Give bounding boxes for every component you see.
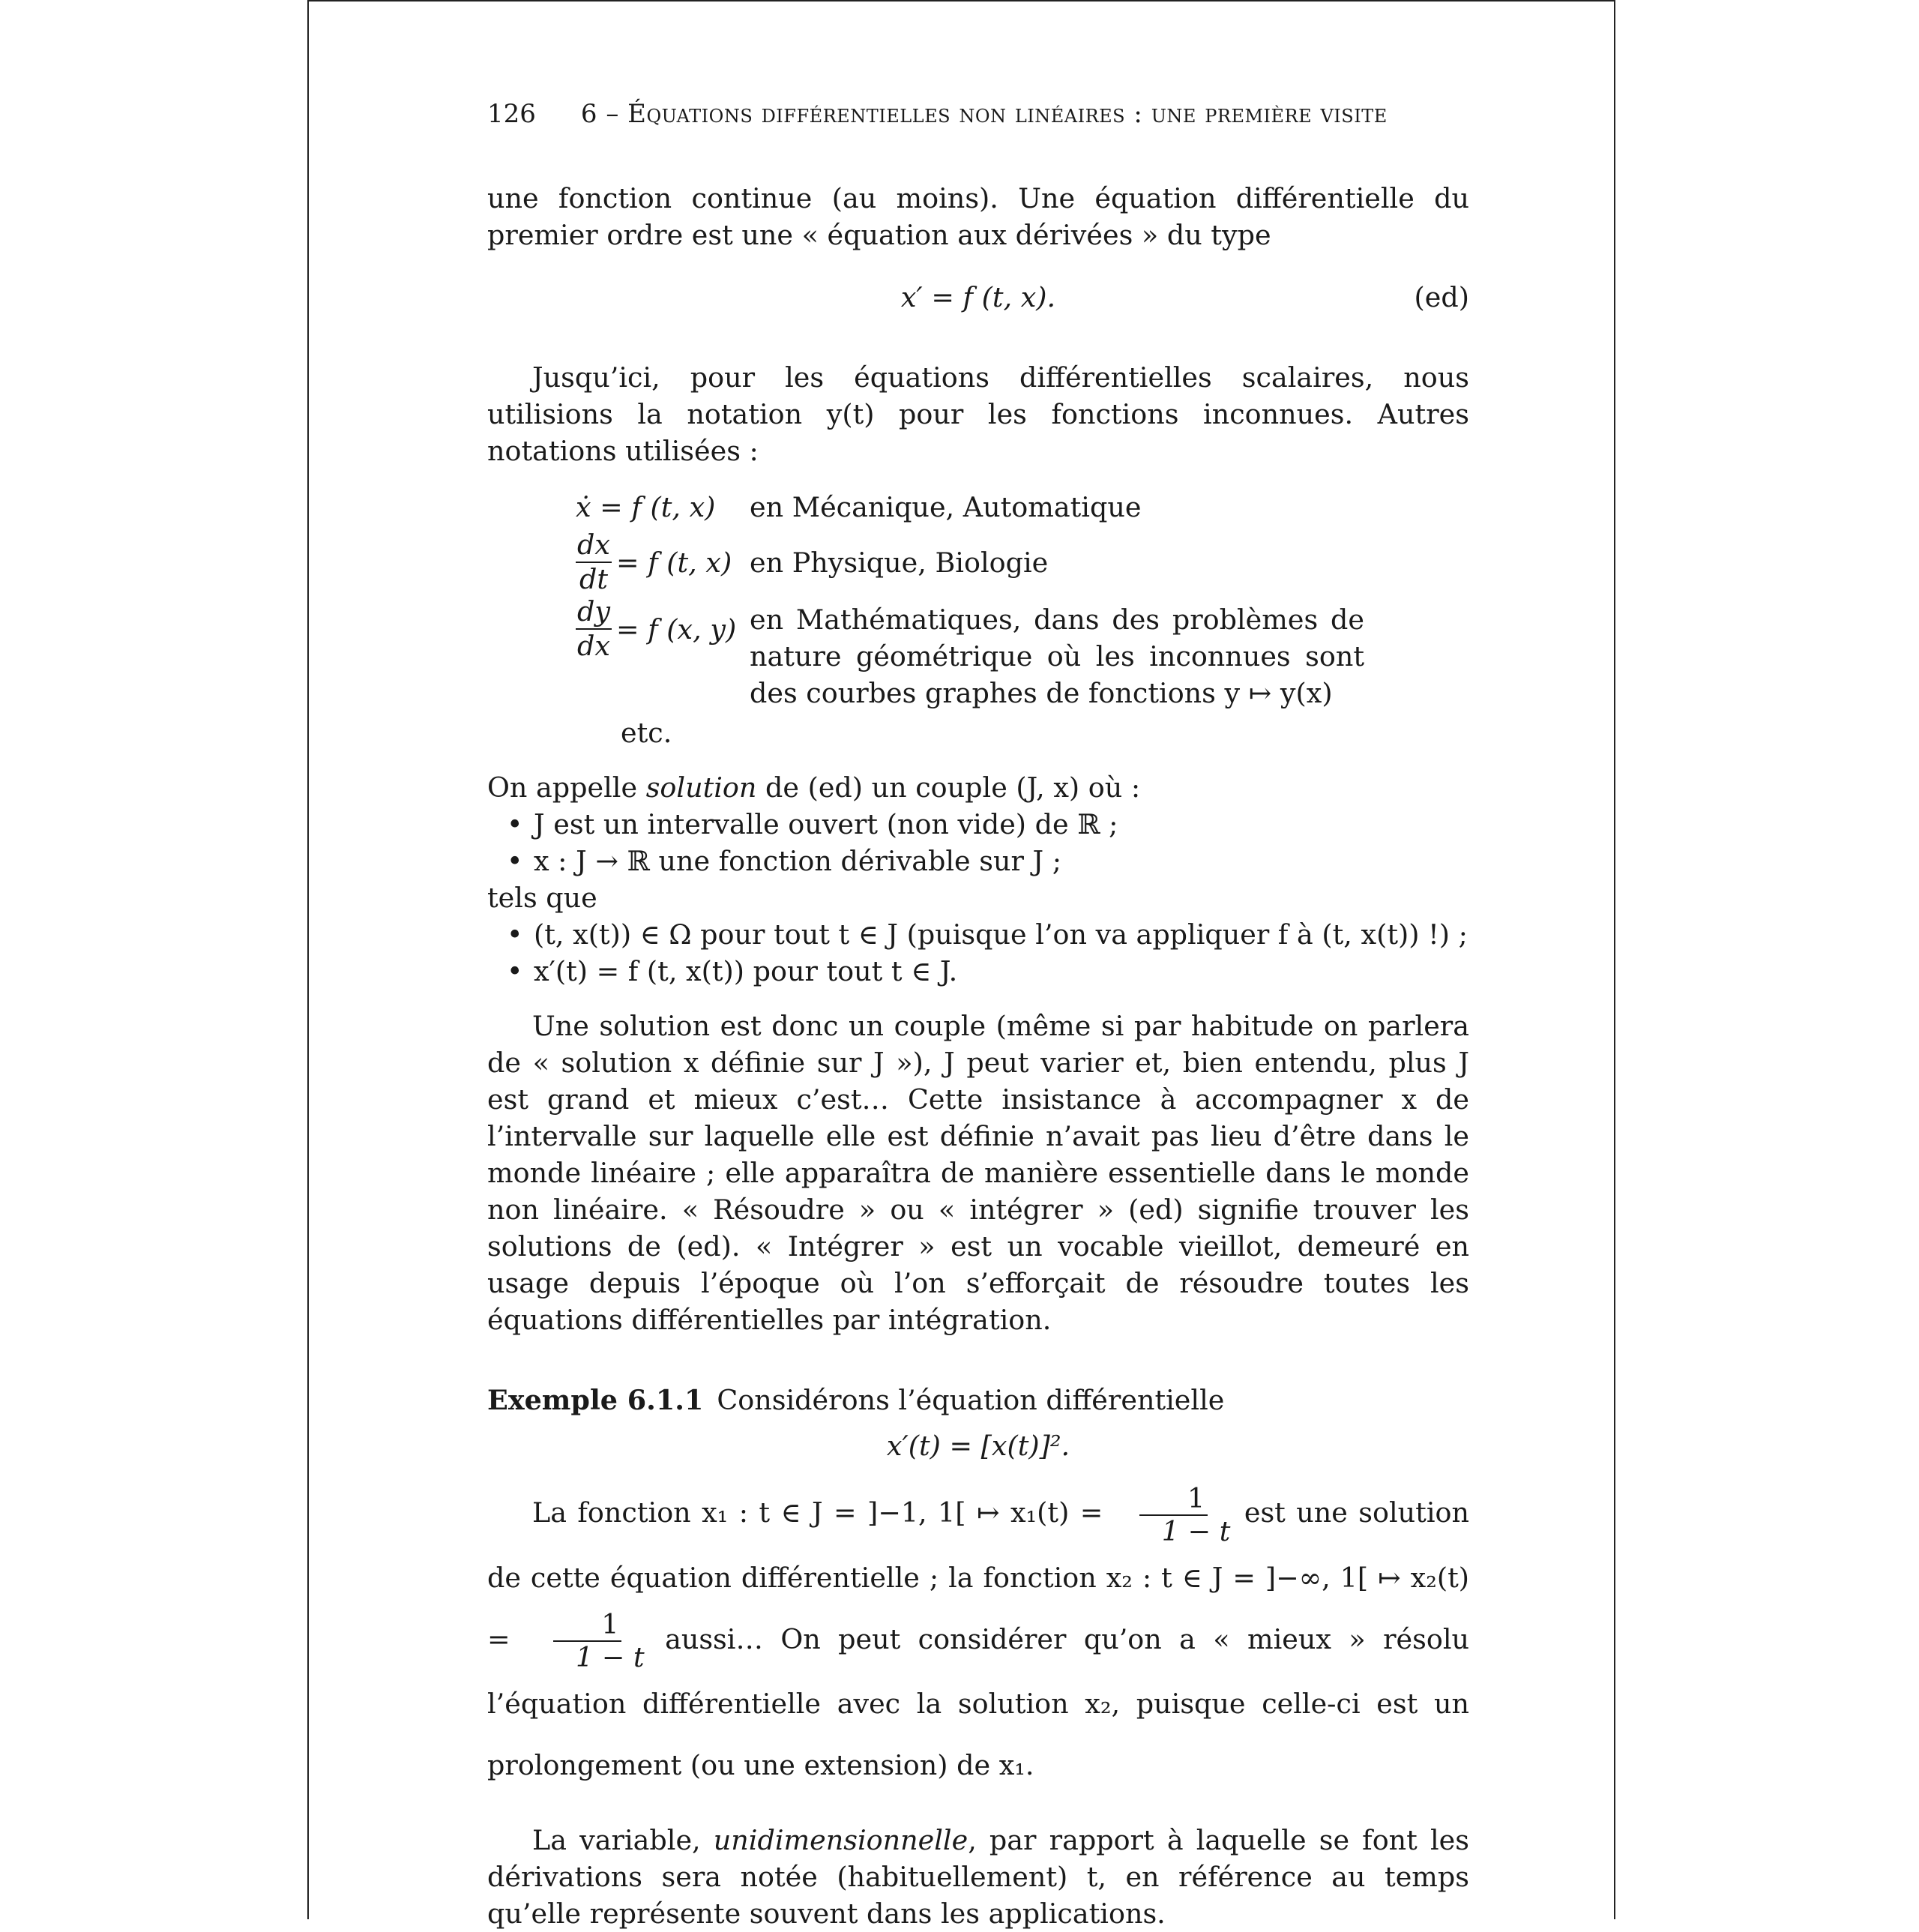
equation-ed-label: (ed) [1414, 281, 1469, 313]
fraction [531, 1609, 645, 1673]
notation-desc: en Physique, Biologie [750, 546, 1049, 579]
example-heading [487, 1382, 1469, 1418]
notation-row [576, 595, 1469, 711]
notation-desc: en Mécanique, Automatique [750, 490, 1142, 523]
equation-ed [487, 279, 1469, 316]
fraction [576, 595, 612, 663]
example-text: Considérons l’équation différentielle [717, 1384, 1225, 1416]
fraction-numerator: dy [576, 595, 612, 630]
notation-row [576, 526, 1469, 598]
fraction [576, 529, 612, 596]
list-item: • J est un intervalle ouvert (non vide) de ℝ ; [534, 806, 1469, 843]
term-unidimensionnelle: unidimensionnelle [713, 1824, 968, 1856]
page-number: 126 [487, 99, 536, 129]
fraction-numerator: 1 [1139, 1483, 1208, 1516]
notation-rest: = f (x, y) [616, 613, 737, 645]
equation-example [487, 1427, 1469, 1464]
notation-lhs: ẋ = f (t, x) [576, 490, 716, 523]
notation-desc: en Mathématiques, dans des problèmes de nature géométrique où les inconnues sont des courbes graphes de fonctions y ↦ y(x) [750, 604, 1364, 709]
equation-ed-formula: x′ = f (t, x). [900, 281, 1056, 313]
chapter-title: 6 – Équations différentielles non linéaires : une première visite [580, 99, 1388, 129]
paragraph-solution-def: On appelle solution de (ed) un couple (J, x) où : [487, 771, 1141, 804]
paragraph-intro: une fonction continue (au moins). Une équation différentielle du premier ordre est une « équation aux dérivées » du type [487, 182, 1469, 251]
paragraph-variable: La variable, unidimensionnelle, par rapport à laquelle se font les dérivations sera notée (habituellement) t, en référence au temps qu’elle représente souvent dans les applications. [487, 1824, 1469, 1930]
fraction-numerator: dx [576, 529, 612, 563]
notation-table [576, 487, 1469, 751]
example-label: Exemple 6.1.1 [487, 1384, 704, 1416]
paragraph-example: La fonction x₁ : t ∈ J = ]−1, 1[ ↦ x₁(t) = $\frac{1}{1 - t}$ est une solution de cette équation différentielle ; la fonction x₂ : t ∈ J = ]−∞, 1[ ↦ x₂(t) = $\frac{1}{1 - t}$ aussi… On peut considérer qu’on a « mieux » résolu l’équation différentielle avec la solution x₂, puisque celle-ci est un prolongement (ou une extension) de x₁. [487, 1481, 1470, 1781]
paragraph-solution-discussion: Une solution est donc un couple (même si par habitude on parlera de « solution x définie sur J »), J peut varier et, bien entendu, plus J est grand et mieux c’est… Cette insistance à accompagner x de l’intervalle sur laquelle elle est définie n’avait pas lieu d’être dans le monde linéaire ; elle apparaîtra de manière essentielle dans le monde non linéaire. « Résoudre » ou « intégrer » (ed) signifie trouver les solutions de (ed). « Intégrer » est un vocable vieillot, demeuré en usage depuis l’époque où l’on s’efforçait de résoudre toutes les équations différentielles par intégration. [487, 1010, 1469, 1336]
list-item: • x : J → ℝ une fonction dérivable sur J ; [534, 843, 1469, 879]
fraction-denominator: dx [577, 630, 610, 662]
bullet-list-1 [487, 806, 1469, 879]
equation-example-formula: x′(t) = [x(t)]². [886, 1430, 1070, 1462]
fraction-denominator: 1 − t [1161, 1514, 1231, 1547]
running-header [487, 97, 1469, 130]
fraction-numerator: 1 [553, 1609, 621, 1642]
term-solution: solution [645, 771, 757, 804]
notation-etc: etc. [621, 717, 672, 749]
fraction [1117, 1483, 1231, 1547]
list-item: • x′(t) = f (t, x(t)) pour tout t ∈ J. [534, 953, 1469, 990]
notation-rest: = f (t, x) [615, 546, 732, 579]
fraction-denominator: 1 − t [575, 1641, 645, 1673]
paragraph-notation: Jusqu’ici, pour les équations différentielles scalaires, nous utilisions la notation y(t) pour les fonctions inconnues. Autres notations utilisées : [487, 361, 1469, 467]
page-content [487, 82, 1469, 1932]
fraction-denominator: dt [579, 563, 608, 595]
tels-que: tels que [487, 882, 597, 914]
bullet-list-2 [487, 916, 1469, 990]
notation-row [576, 487, 1469, 526]
list-item: • (t, x(t)) ∈ Ω pour tout t ∈ J (puisque l’on va appliquer f à (t, x(t)) !) ; [534, 916, 1469, 953]
